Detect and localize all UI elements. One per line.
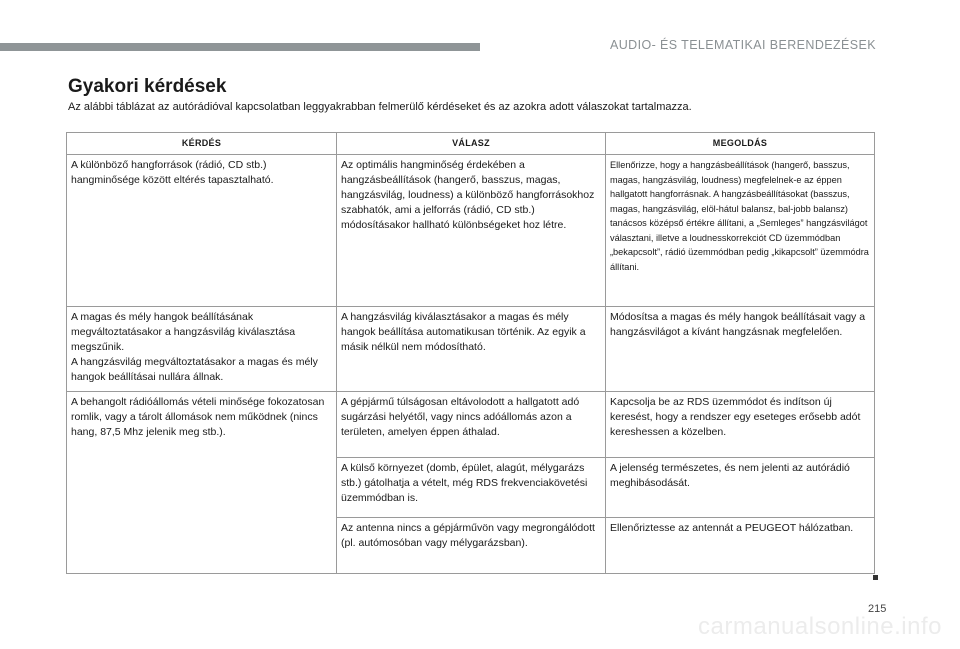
page-marker [873,575,878,580]
page-number: 215 [868,603,887,615]
table-row [67,307,875,392]
header-question: KÉRDÉS [67,133,337,155]
header-bar [0,43,480,51]
intro-text: Az alábbi táblázat az autórádióval kapcsolatban leggyakrabban felmerülő kérdéseket és az azokra adott válaszokat tartalmazza. [68,101,692,113]
solution-cell: A jelenség természetes, és nem jelenti az autórádió meghibásodását. [606,458,875,518]
watermark: carmanualsonline.info [698,613,942,640]
answer-cell: A külső környezet (domb, épület, alagút, mélygarázs stb.) gátolhatja a vételt, még RDS frekvenciakövetési üzemmódban is. [337,458,606,518]
header-answer: VÁLASZ [337,133,606,155]
answer-cell: A hangzásvilág kiválasztásakor a magas és mély hangok beállítása automatikusan történik. Az egyik a másik nélkül nem módosítható. [337,307,606,392]
page-title: Gyakori kérdések [68,76,227,97]
faq-table [66,132,875,574]
solution-cell: Ellenőriztesse az antennát a PEUGEOT hálózatban. [606,518,875,574]
section-header: AUDIO- ÉS TELEMATIKAI BERENDEZÉSEK [610,38,876,52]
answer-cell: Az optimális hangminőség érdekében a hangzásbeállítások (hangerő, basszus, magas, hangzásvilág, loudness) a különböző hangforrásokhoz szabhatók, ami a jelforrás (rádió, CD stb.) módosításakor hallható különbségeket hoz létre. [337,155,606,307]
header-solution: MEGOLDÁS [606,133,875,155]
solution-cell: Kapcsolja be az RDS üzemmódot és indítson új keresést, hogy a rendszer egy eseteges erősebb adót kereshessen a közelben. [606,392,875,458]
answer-cell: Az antenna nincs a gépjárművön vagy megrongálódott (pl. autómosóban vagy mélygarázsban). [337,518,606,574]
question-cell: A különböző hangforrások (rádió, CD stb.) hangminősége között eltérés tapasztalható. [67,155,337,307]
question-cell: A magas és mély hangok beállításának megváltoztatásakor a hangzásvilág kiválasztása megszűnik. A hangzásvilág megváltoztatásakor a magas és mély hangok beállításai nullára állnak. [67,307,337,392]
solution-cell: Módosítsa a magas és mély hangok beállításait vagy a hangzásvilágot a kívánt hangzásnak megfelelően. [606,307,875,392]
table-row [67,392,875,458]
answer-cell: A gépjármű túlságosan eltávolodott a hallgatott adó sugárzási helyétől, vagy nincs adóállomás azon a területen, amelyen éppen áthalad. [337,392,606,458]
question-cell: A behangolt rádióállomás vételi minősége fokozatosan romlik, vagy a tárolt állomások nem működnek (nincs hang, 87,5 Mhz jelenik meg stb.). [67,392,337,574]
table-header-row [67,133,875,155]
table-row [67,155,875,307]
solution-cell: Ellenőrizze, hogy a hangzásbeállítások (hangerő, basszus, magas, hangzásvilág, loudness) megfelelnek-e az éppen hallgatott hangforrásnak. A hangzásbeállításokat (basszus, magas, hangzásvilág, elöl-hátul balansz, bal-jobb balansz) tanácsos középső értékre állítani, a „Semleges” hangzásvilágot választani, illetve a loudnesskorrekciót CD üzemmódban „bekapcsolt”, rádió üzemmódban pedig „kikapcsolt” üzemmódra állítani. [606,155,875,307]
